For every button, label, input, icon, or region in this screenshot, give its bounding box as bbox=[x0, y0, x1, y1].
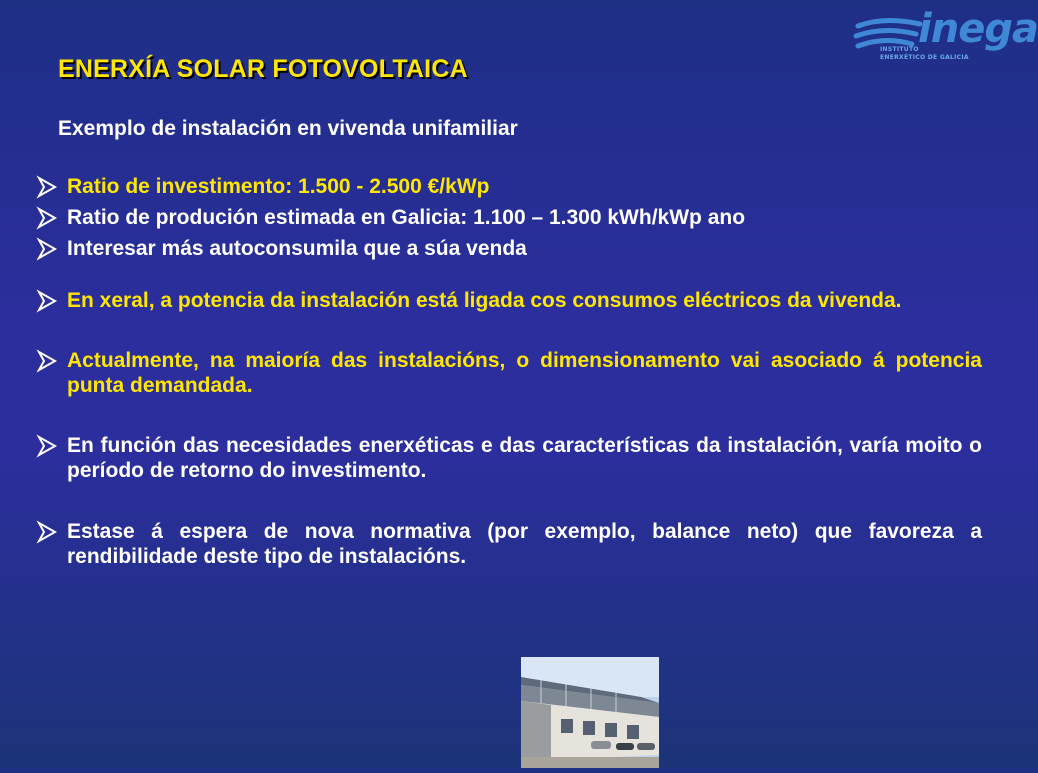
logo-wordmark: inega bbox=[918, 6, 1038, 52]
slide-subtitle: Exemplo de instalación en vivenda unifamiliar bbox=[58, 117, 518, 140]
bullet-item bbox=[36, 205, 982, 230]
logo-subtitle-line1: INSTITUTO bbox=[880, 46, 919, 53]
arrow-right-icon bbox=[36, 435, 58, 457]
bullet-item bbox=[36, 174, 982, 199]
building-photo bbox=[521, 657, 659, 768]
bullet-text: Actualmente, na maioría das instalacións, o dimensionamento vai asociado á potencia punta demandada. bbox=[67, 349, 982, 397]
building-with-solar-panels-icon bbox=[521, 657, 659, 768]
arrow-right-icon bbox=[36, 238, 58, 260]
bullet-text: Ratio de produción estimada en Galicia: 1.100 – 1.300 kWh/kWp ano bbox=[67, 206, 746, 229]
bullet-item bbox=[36, 348, 982, 398]
bullet-text: En función das necesidades enerxéticas e das características da instalación, varía moito o período de retorno do investimento. bbox=[67, 434, 982, 482]
arrow-right-icon bbox=[36, 521, 58, 543]
bullet-text: Ratio de investimento: 1.500 - 2.500 €/kWp bbox=[67, 175, 490, 198]
bullet-list bbox=[36, 174, 982, 569]
bullet-item bbox=[36, 288, 982, 313]
bullet-text: Estase á espera de nova normativa (por exemplo, balance neto) que favoreza a rendibilidade deste tipo de instalacións. bbox=[67, 520, 982, 568]
bullet-item bbox=[36, 236, 982, 261]
logo-subtitle-line2: ENERXÉTICO DE GALICIA bbox=[880, 54, 969, 61]
bullet-item bbox=[36, 519, 982, 569]
arrow-right-icon bbox=[36, 207, 58, 229]
bullet-item bbox=[36, 433, 982, 483]
arrow-right-icon bbox=[36, 176, 58, 198]
arrow-right-icon bbox=[36, 290, 58, 312]
bullet-text: Interesar más autoconsumila que a súa venda bbox=[67, 237, 527, 260]
arrow-right-icon bbox=[36, 350, 58, 372]
slide-title: ENERXÍA SOLAR FOTOVOLTAICA bbox=[58, 55, 468, 83]
bullet-text: En xeral, a potencia da instalación está ligada cos consumos eléctricos da vivenda. bbox=[67, 289, 902, 312]
